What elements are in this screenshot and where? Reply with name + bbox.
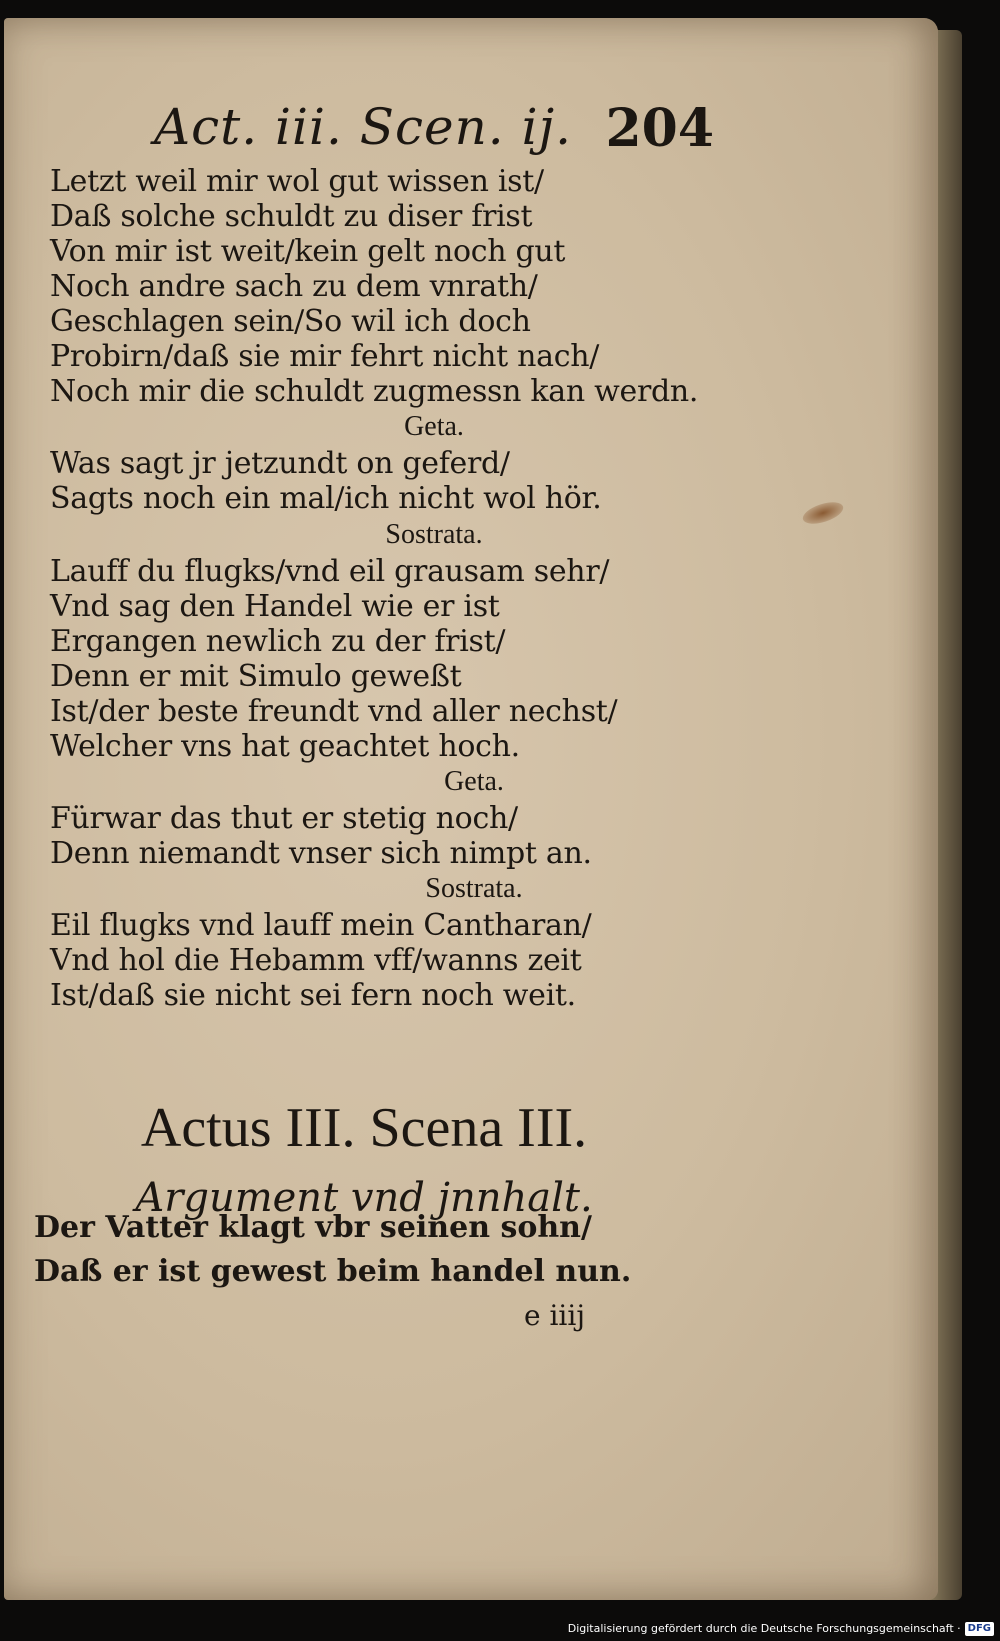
verse-line: Was sagt jr jetzundt on geferd/ bbox=[50, 446, 510, 481]
verse-line: Ergangen newlich zu der frist/ bbox=[50, 624, 506, 659]
speaker-name: Geta. bbox=[404, 411, 464, 442]
verse-line: Eil flugks vnd lauff mein Cantharan/ bbox=[50, 908, 592, 943]
signature-mark: e iiij bbox=[524, 1299, 586, 1332]
page-number: 204 bbox=[605, 98, 714, 159]
verse-line: Welcher vns hat geachtet hoch. bbox=[50, 729, 520, 764]
running-title: Act. iii. Scen. ij. bbox=[154, 98, 572, 156]
verse-line: Denn niemandt vnser sich nimpt an. bbox=[50, 836, 592, 871]
paper-stain bbox=[800, 498, 846, 528]
verse-line: Ist/der beste freundt vnd aller nechst/ bbox=[50, 694, 618, 729]
verse-line: Ist/daß sie nicht sei fern noch weit. bbox=[50, 978, 576, 1013]
speaker-name: Geta. bbox=[444, 766, 504, 797]
verse-line: Vnd hol die Hebamm vff/wanns zeit bbox=[50, 943, 582, 978]
speaker-name: Sostrata. bbox=[425, 873, 523, 904]
speaker-name: Sostrata. bbox=[385, 519, 483, 550]
book-page bbox=[4, 18, 938, 1600]
verse-line: Geschlagen sein/So wil ich doch bbox=[50, 304, 531, 339]
verse-line: Letzt weil mir wol gut wissen ist/ bbox=[50, 164, 544, 199]
verse-line: Lauff du flugks/vnd eil grausam sehr/ bbox=[50, 554, 610, 589]
act-scene-heading: Actus III. Scena III. bbox=[140, 1097, 588, 1159]
verse-line: Denn er mit Simulo geweßt bbox=[50, 659, 462, 694]
verse-line: Sagts noch ein mal/ich nicht wol hör. bbox=[50, 481, 602, 516]
verse-line: Von mir ist weit/kein gelt noch gut bbox=[50, 234, 566, 269]
verse-line: Fürwar das thut er stetig noch/ bbox=[50, 801, 518, 836]
credit-text: Digitalisierung gefördert durch die Deutsche Forschungsgemeinschaft · bbox=[567, 1622, 961, 1635]
verse-line: Noch mir die schuldt zugmessn kan werdn. bbox=[50, 374, 699, 409]
argument-line: Daß er ist gewest beim handel nun. bbox=[34, 1254, 632, 1289]
digitization-credit bbox=[434, 1620, 994, 1638]
argument-heading: Argument vnd jnnhalt. bbox=[135, 1175, 593, 1221]
verse-line: Noch andre sach zu dem vnrath/ bbox=[50, 269, 538, 304]
page-header bbox=[154, 98, 714, 168]
verse-line: Vnd sag den Handel wie er ist bbox=[50, 589, 500, 624]
argument-line: Der Vatter klagt vbr seinen sohn/ bbox=[34, 1210, 592, 1245]
verse-line: Daß solche schuldt zu diser frist bbox=[50, 199, 533, 234]
verse-line: Probirn/daß sie mir fehrt nicht nach/ bbox=[50, 339, 600, 374]
dfg-logo: DFG bbox=[965, 1622, 994, 1636]
